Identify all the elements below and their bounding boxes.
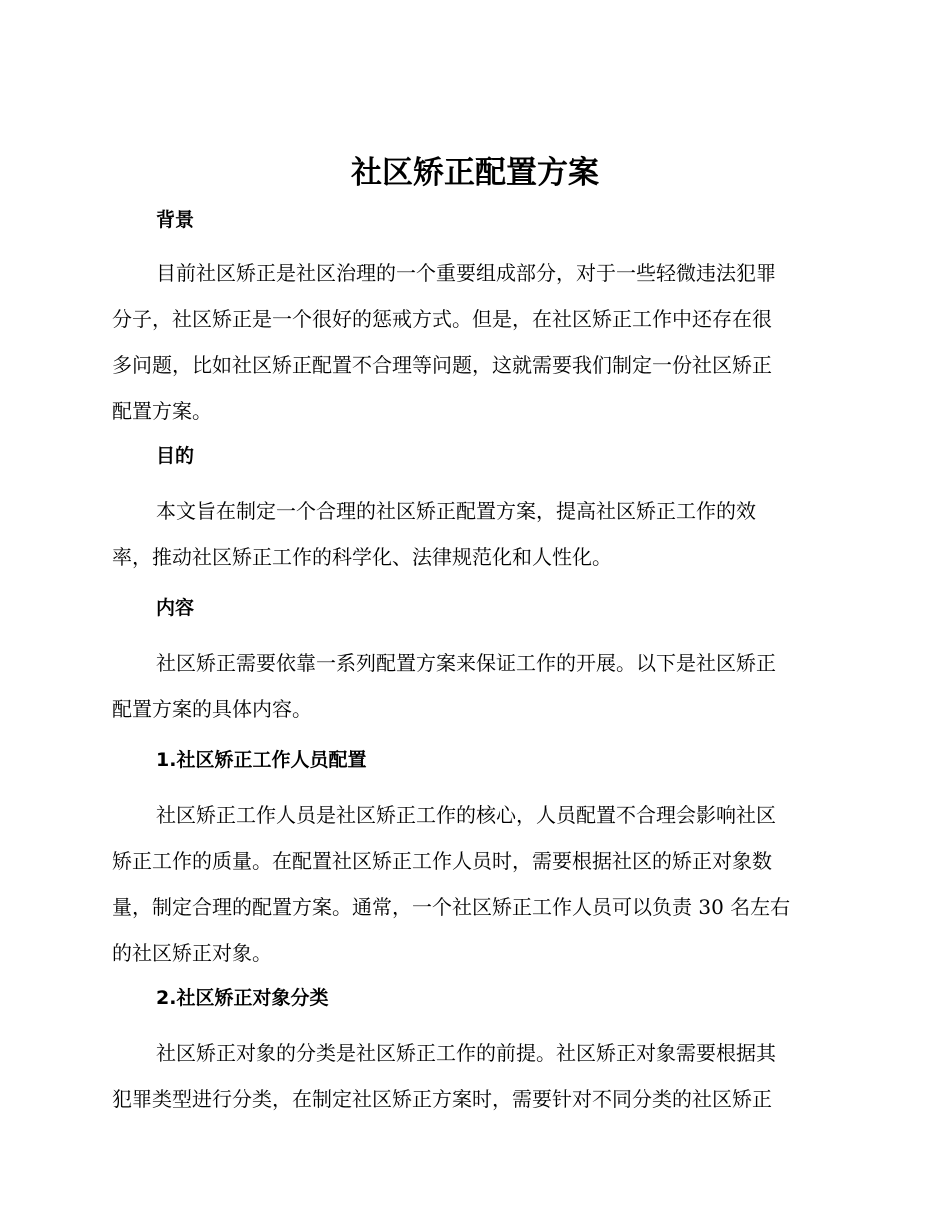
section-heading-subject-classification: 2.社区矫正对象分类: [156, 987, 329, 1009]
document-title: 社区矫正配置方案: [351, 155, 599, 191]
paragraph-line: 分子，社区矫正是一个很好的惩戒方式。但是，在社区矫正工作中还存在很: [112, 307, 772, 331]
paragraph-line: 本文旨在制定一个合理的社区矫正配置方案，提高社区矫正工作的效: [156, 499, 756, 523]
section-heading-background: 背景: [156, 209, 195, 231]
section-paragraph-content: [112, 640, 838, 732]
section-heading-staff-allocation: 1.社区矫正工作人员配置: [156, 749, 367, 771]
paragraph-line: 目前社区矫正是社区治理的一个重要组成部分，对于一些轻微违法犯罪: [156, 261, 776, 285]
paragraph-line: 量，制定合理的配置方案。通常，一个社区矫正工作人员可以负责 30 名左右: [112, 895, 791, 919]
paragraph-line: 社区矫正需要依靠一系列配置方案来保证工作的开展。以下是社区矫正: [156, 651, 776, 675]
paragraph-line: 率，推动社区矫正工作的科学化、法律规范化和人性化。: [112, 545, 612, 569]
paragraph-line: 多问题，比如社区矫正配置不合理等问题，这就需要我们制定一份社区矫正: [112, 353, 772, 377]
paragraph-line: 社区矫正对象的分类是社区矫正工作的前提。社区矫正对象需要根据其: [156, 1041, 776, 1065]
section-heading-content: 内容: [156, 597, 195, 619]
paragraph-line: 矫正工作的质量。在配置社区矫正工作人员时，需要根据社区的矫正对象数: [112, 849, 772, 873]
paragraph-line: 社区矫正工作人员是社区矫正工作的核心，人员配置不合理会影响社区: [156, 803, 776, 827]
paragraph-line: 配置方案。: [112, 399, 212, 423]
section-paragraph-subject-classification: [112, 1030, 838, 1122]
paragraph-line: 犯罪类型进行分类，在制定社区矫正方案时，需要针对不同分类的社区矫正: [112, 1087, 772, 1111]
paragraph-line: 配置方案的具体内容。: [112, 697, 312, 721]
section-paragraph-background: [112, 250, 838, 434]
section-paragraph-purpose: [112, 488, 838, 580]
paragraph-line: 的社区矫正对象。: [112, 941, 272, 965]
section-paragraph-staff-allocation: [112, 792, 838, 976]
section-heading-purpose: 目的: [156, 445, 195, 467]
